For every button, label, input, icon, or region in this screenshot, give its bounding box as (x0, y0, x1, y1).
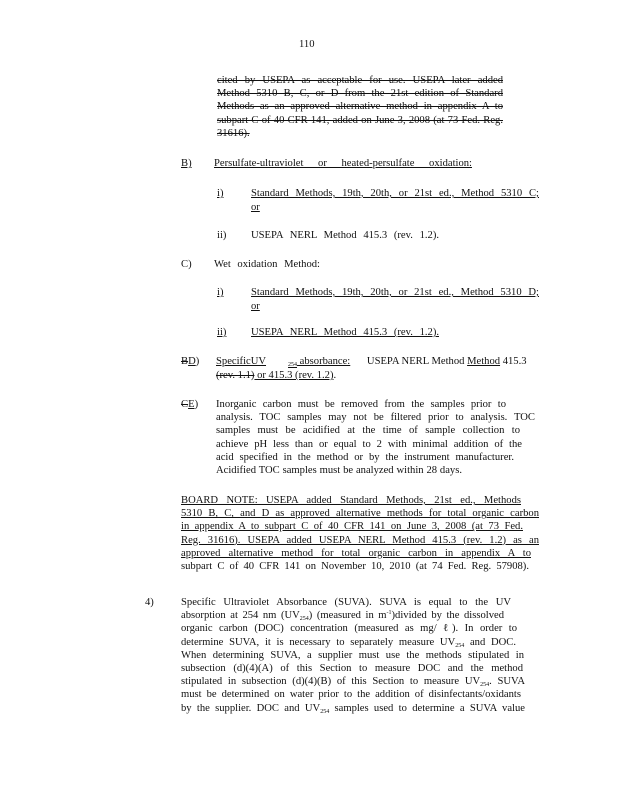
text-line: When determining SUVA, a supplier must use the methods stipulated in (181, 649, 524, 661)
subscript: 254 (480, 682, 490, 689)
item-d-text: or 415.3 (rev. 1.2) (254, 370, 334, 381)
item-e-paragraph (216, 398, 535, 477)
item-e-label-old: C (181, 399, 189, 410)
item-c-ii-label: ii) (217, 327, 227, 338)
item-d-text: USEPA NERL Method (364, 356, 468, 367)
text-line: 5310 B, C, and D as approved alternative methods for total organic carbon (181, 508, 539, 520)
item-d-text: SpecificUV (216, 356, 267, 367)
struck-paragraph (217, 74, 503, 140)
text-run: and DOC. (464, 636, 516, 648)
text-line: samples must be acidified at the time of sample collection to (216, 425, 520, 437)
text-run: )divided by the dissolved (391, 610, 504, 622)
item-e-label-new: E (188, 399, 195, 410)
text-line: Inorganic carbon must be removed from the samples prior to (216, 399, 506, 410)
item-d-text: 415.3 (500, 356, 527, 367)
item-b-ii-text: USEPA NERL Method 415.3 (rev. 1.2). (251, 230, 439, 241)
item-d-line-2 (216, 369, 336, 382)
text-run: by the supplier. DOC and UV (181, 702, 321, 714)
superscript: -1 (386, 610, 392, 617)
item-c-ii-text: USEPA NERL Method 415.3 (rev. 1.2). (251, 327, 439, 338)
item-c-i-label: i) (217, 287, 224, 298)
text-line: analysis. TOC samples may not be filtered prior to analysis. TOC (216, 412, 535, 424)
text-line: achieve pH less than or equal to 2 with minimal addition of the (216, 438, 522, 450)
item-b-i-text: Standard Methods, 19th, 20th, or 21st ed., Method 5310 C; (251, 188, 539, 199)
text-line: subpart C of 40 CFR 141, added on June 3, 2008 (at 73 Fed. Reg. (217, 114, 503, 126)
text-line: subpart C of 40 CFR 141 on November 10, 2010 (at 74 Fed. Reg. 57908). (181, 561, 529, 573)
item-d-text: . (333, 370, 337, 381)
item-d-line-1 (216, 355, 532, 368)
text-run: stipulated in subsection (d)(4)(B) of this Section to measure UV (181, 676, 481, 688)
text-line: cited by USEPA as acceptable for use. USEPA later added (217, 75, 503, 86)
text-line: organic carbon (DOC) concentration (measured as mg/ ℓ). In order to (181, 623, 517, 635)
item-c-i-or: or (251, 301, 260, 312)
text-line: subsection (d)(4)(A) of this Section to measure DOC and the method (181, 663, 523, 675)
text-run: determine SUVA, it is necessary to separately measure UV (181, 636, 456, 648)
item-b-i-or: or (251, 202, 260, 213)
item-d-label-new: D (188, 356, 196, 367)
item-4-label: 4) (145, 597, 154, 608)
item-d-text: absorbance: (297, 356, 351, 367)
item-b-label: B) (181, 158, 192, 169)
text-run: ) (measured in m (308, 610, 387, 622)
item-d-text: Method (467, 356, 501, 367)
page-number: 110 (299, 39, 315, 50)
subscript: 254 (455, 642, 465, 649)
text-line: BOARD NOTE: USEPA added Standard Methods, 21st ed., Methods (181, 495, 521, 506)
text-line: Reg. 31616). USEPA added USEPA NERL Method 415.3 (rev. 1.2) as an (181, 534, 539, 546)
text-line: acid specified in the method or by the instrument manufacturer. (216, 451, 514, 463)
text-line (181, 675, 525, 688)
item-e-label-paren: ) (194, 399, 199, 410)
text-line: 31616). (217, 127, 250, 139)
text-line: must be determined on water prior to the addition of disinfectants/oxidants (181, 689, 521, 701)
item-d-text: (rev. 1.1) (216, 370, 255, 381)
subscript: 254 (320, 708, 330, 715)
board-note (181, 494, 539, 573)
text-line: approved alternative method for total organic carbon in appendix A to (181, 547, 531, 559)
text-line: Specific Ultraviolet Absorbance (SUVA). SUVA is equal to the UV (181, 597, 511, 608)
text-run: . SUVA (489, 676, 525, 688)
item-c-title: Wet oxidation Method: (214, 259, 320, 270)
item-d-label-old: B (181, 356, 189, 367)
item-e-label (181, 398, 198, 411)
subscript: 254 (299, 616, 309, 623)
item-b-ii-label: ii) (217, 230, 227, 241)
item-d-sub: 254 (288, 362, 298, 368)
text-line (181, 609, 504, 622)
text-line: Acidified TOC samples must be analyzed within 28 days. (216, 465, 462, 477)
text-line: Method 5310 B, C, or D from the 21st edition of Standard (217, 88, 503, 100)
item-c-label: C) (181, 259, 192, 270)
text-run: samples used to determine a SUVA value (329, 702, 525, 714)
text-line (181, 636, 516, 649)
text-line: Methods as an approved alternative method in appendix A to (217, 101, 503, 113)
item-d-label-paren: ) (195, 356, 200, 367)
item-b-title: Persulfate-ultraviolet or heated-persulfate oxidation: (214, 158, 472, 169)
item-4-paragraph (181, 596, 539, 715)
text-line (181, 702, 525, 715)
item-d-label (181, 355, 199, 368)
text-line: in appendix A to subpart C of 40 CFR 141 on June 3, 2008 (at 73 Fed. (181, 521, 523, 533)
item-c-i-text: Standard Methods, 19th, 20th, or 21st ed., Method 5310 D; (251, 287, 539, 298)
item-b-i-label: i) (217, 188, 224, 199)
text-run: absorption at 254 nm (UV (181, 610, 300, 622)
